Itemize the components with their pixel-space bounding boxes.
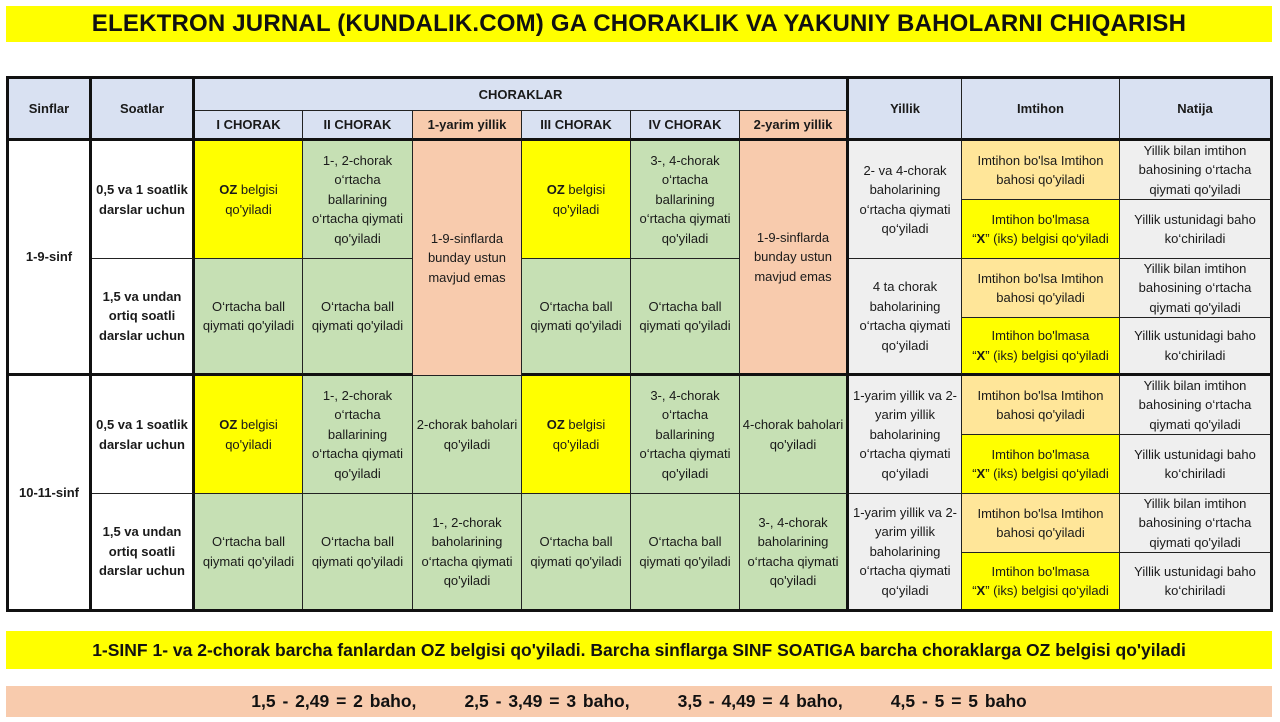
header-yillik: Yillik bbox=[849, 79, 962, 141]
hours-label: 0,5 va 1 soatlik darslar uchun bbox=[92, 141, 195, 259]
class-group-label: 1-9-sinf bbox=[9, 141, 92, 376]
cell-q4: 3-, 4-chorak o‘rtacha ballarining o‘rtacha qiymati qo'yiladi bbox=[631, 376, 740, 494]
cell-q1: O‘rtacha ball qiymati qo'yiladi bbox=[195, 494, 303, 609]
cell-exam-no: Imtihon bo'lmasa “X” (iks) belgisi qo‘yiladi bbox=[962, 200, 1120, 259]
x-mark: X bbox=[976, 466, 986, 481]
header-choraklar: CHORAKLAR bbox=[195, 79, 849, 111]
header-h2: 2-yarim yillik bbox=[740, 111, 849, 141]
cell-result-yes: Yillik bilan imtihon bahosining o‘rtacha qiymati qo'yiladi bbox=[1120, 376, 1270, 435]
cell-result-no: Yillik ustunidagi baho ko‘chiriladi bbox=[1120, 200, 1270, 259]
cell-exam-yes: Imtihon bo'lsa Imtihon bahosi qo'yiladi bbox=[962, 141, 1120, 200]
header-soatlar: Soatlar bbox=[92, 79, 195, 141]
cell-q2: O‘rtacha ball qiymati qo'yiladi bbox=[303, 259, 413, 376]
grade-scale-item: 4,5 - 5 = 5 baho bbox=[890, 691, 1027, 711]
cell-text: (iks) belgisi qo‘yiladi bbox=[989, 466, 1109, 481]
cell-q4: O‘rtacha ball qiymati qo'yiladi bbox=[631, 494, 740, 609]
cell-q1: O‘rtacha ball qiymati qo'yiladi bbox=[195, 259, 303, 376]
cell-q3 bbox=[522, 141, 631, 259]
first-grade-note: 1-SINF 1- va 2-chorak barcha fanlardan OZ belgisi qo'yiladi. Barcha sinflarga SINF SOATIGA barcha choraklarga OZ belgisi qo'yiladi bbox=[6, 631, 1272, 669]
cell-text: belgisi qo'yiladi bbox=[552, 417, 606, 452]
cell-text: (iks) belgisi qo‘yiladi bbox=[989, 231, 1109, 246]
cell-h2-na: 1-9-sinflarda bunday ustun mavjud emas bbox=[740, 141, 849, 376]
cell-text: Imtihon bo'lmasa bbox=[991, 563, 1090, 579]
x-mark: X bbox=[976, 583, 986, 598]
x-mark: X bbox=[976, 231, 986, 246]
cell-text: belgisi qo'yiladi bbox=[225, 417, 278, 452]
cell-h1: 1-, 2-chorak baholarining o‘rtacha qiymati qo'yiladi bbox=[413, 494, 522, 609]
cell-text: (iks) belgisi qo‘yiladi bbox=[989, 583, 1109, 598]
cell-result-no: Yillik ustunidagi baho ko‘chiriladi bbox=[1120, 435, 1270, 494]
cell-yillik: 1-yarim yillik va 2-yarim yillik baholarining o‘rtacha qiymati qo‘yiladi bbox=[849, 376, 962, 494]
header-q4: IV CHORAK bbox=[631, 111, 740, 141]
header-sinflar: Sinflar bbox=[9, 79, 92, 141]
cell-h2: 4-chorak baholari qo'yiladi bbox=[740, 376, 849, 494]
cell-result-no: Yillik ustunidagi baho ko‘chiriladi bbox=[1120, 553, 1270, 609]
cell-text: Imtihon bo'lmasa bbox=[991, 328, 1090, 343]
hours-label: 1,5 va undan ortiq soatli darslar uchun bbox=[92, 259, 195, 376]
header-q1: I CHORAK bbox=[195, 111, 303, 141]
hours-label: 0,5 va 1 soatlik darslar uchun bbox=[92, 376, 195, 494]
cell-text: Imtihon bo'lmasa bbox=[991, 211, 1090, 227]
grade-scale bbox=[6, 686, 1272, 717]
cell-exam-no: Imtihon bo'lmasa “X” (iks) belgisi qo‘yiladi bbox=[962, 318, 1120, 376]
header-natija: Natija bbox=[1120, 79, 1270, 141]
cell-q1 bbox=[195, 376, 303, 494]
hours-label: 1,5 va undan ortiq soatli darslar uchun bbox=[92, 494, 195, 609]
cell-result-yes: Yillik bilan imtihon bahosining o‘rtacha qiymati qo'yiladi bbox=[1120, 259, 1270, 318]
cell-text: (iks) belgisi qo‘yiladi bbox=[989, 347, 1109, 363]
cell-q3 bbox=[522, 376, 631, 494]
cell-q4: 3-, 4-chorak o‘rtacha ballarining o‘rtacha qiymati qo'yiladi bbox=[631, 141, 740, 259]
cell-text: belgisi qo'yiladi bbox=[552, 182, 606, 217]
x-mark: X bbox=[976, 347, 986, 363]
cell-q3: O‘rtacha ball qiymati qo'yiladi bbox=[522, 259, 631, 376]
grade-scale-item: 2,5 - 3,49 = 3 baho, bbox=[464, 691, 630, 711]
grading-rules-table bbox=[6, 76, 1273, 612]
grade-scale-item: 1,5 - 2,49 = 2 baho, bbox=[251, 691, 417, 711]
class-group-label: 10-11-sinf bbox=[9, 376, 92, 609]
cell-result-yes: Yillik bilan imtihon bahosining o‘rtacha qiymati qo'yiladi bbox=[1120, 141, 1270, 200]
cell-exam-yes: Imtihon bo'lsa Imtihon bahosi qo'yiladi bbox=[962, 494, 1120, 553]
oz-mark: OZ bbox=[219, 417, 238, 432]
cell-result-no: Yillik ustunidagi baho ko‘chiriladi bbox=[1120, 318, 1270, 376]
cell-q2: O‘rtacha ball qiymati qo'yiladi bbox=[303, 494, 413, 609]
cell-yillik: 1-yarim yillik va 2-yarim yillik baholarining o‘rtacha qiymati qo‘yiladi bbox=[849, 494, 962, 609]
cell-yillik: 4 ta chorak baholarining o‘rtacha qiymati qo‘yiladi bbox=[849, 259, 962, 376]
oz-mark: OZ bbox=[219, 182, 238, 197]
cell-text: Imtihon bo'lmasa bbox=[991, 446, 1090, 462]
cell-q1 bbox=[195, 141, 303, 259]
cell-result-yes: Yillik bilan imtihon bahosining o‘rtacha qiymati qo'yiladi bbox=[1120, 494, 1270, 553]
cell-h1-na: 1-9-sinflarda bunday ustun mavjud emas bbox=[413, 141, 522, 376]
header-h1: 1-yarim yillik bbox=[413, 111, 522, 141]
oz-mark: OZ bbox=[546, 417, 565, 432]
cell-exam-yes: Imtihon bo'lsa Imtihon bahosi qo'yiladi bbox=[962, 376, 1120, 435]
header-imtihon: Imtihon bbox=[962, 79, 1120, 141]
header-q3: III CHORAK bbox=[522, 111, 631, 141]
cell-exam-no: Imtihon bo'lmasa “X” (iks) belgisi qo‘yiladi bbox=[962, 553, 1120, 609]
cell-text: belgisi qo'yiladi bbox=[225, 182, 278, 217]
cell-q2: 1-, 2-chorak o‘rtacha ballarining o‘rtacha qiymati qo'yiladi bbox=[303, 376, 413, 494]
cell-q3: O‘rtacha ball qiymati qo'yiladi bbox=[522, 494, 631, 609]
grade-scale-item: 3,5 - 4,49 = 4 baho, bbox=[677, 691, 843, 711]
header-q2: II CHORAK bbox=[303, 111, 413, 141]
cell-exam-yes: Imtihon bo'lsa Imtihon bahosi qo'yiladi bbox=[962, 259, 1120, 318]
cell-h1: 2-chorak baholari qo'yiladi bbox=[413, 376, 522, 494]
cell-yillik: 2- va 4-chorak baholarining o‘rtacha qiymati qo‘yiladi bbox=[849, 141, 962, 259]
cell-q2: 1-, 2-chorak o‘rtacha ballarining o‘rtacha qiymati qo'yiladi bbox=[303, 141, 413, 259]
page-title: ELEKTRON JURNAL (KUNDALIK.COM) GA CHORAKLIK VA YAKUNIY BAHOLARNI CHIQARISH bbox=[6, 6, 1272, 42]
cell-exam-no: Imtihon bo'lmasa “X” (iks) belgisi qo‘yiladi bbox=[962, 435, 1120, 494]
cell-q4: O‘rtacha ball qiymati qo'yiladi bbox=[631, 259, 740, 376]
cell-h2: 3-, 4-chorak baholarining o‘rtacha qiymati qo'yiladi bbox=[740, 494, 849, 609]
oz-mark: OZ bbox=[546, 182, 565, 197]
